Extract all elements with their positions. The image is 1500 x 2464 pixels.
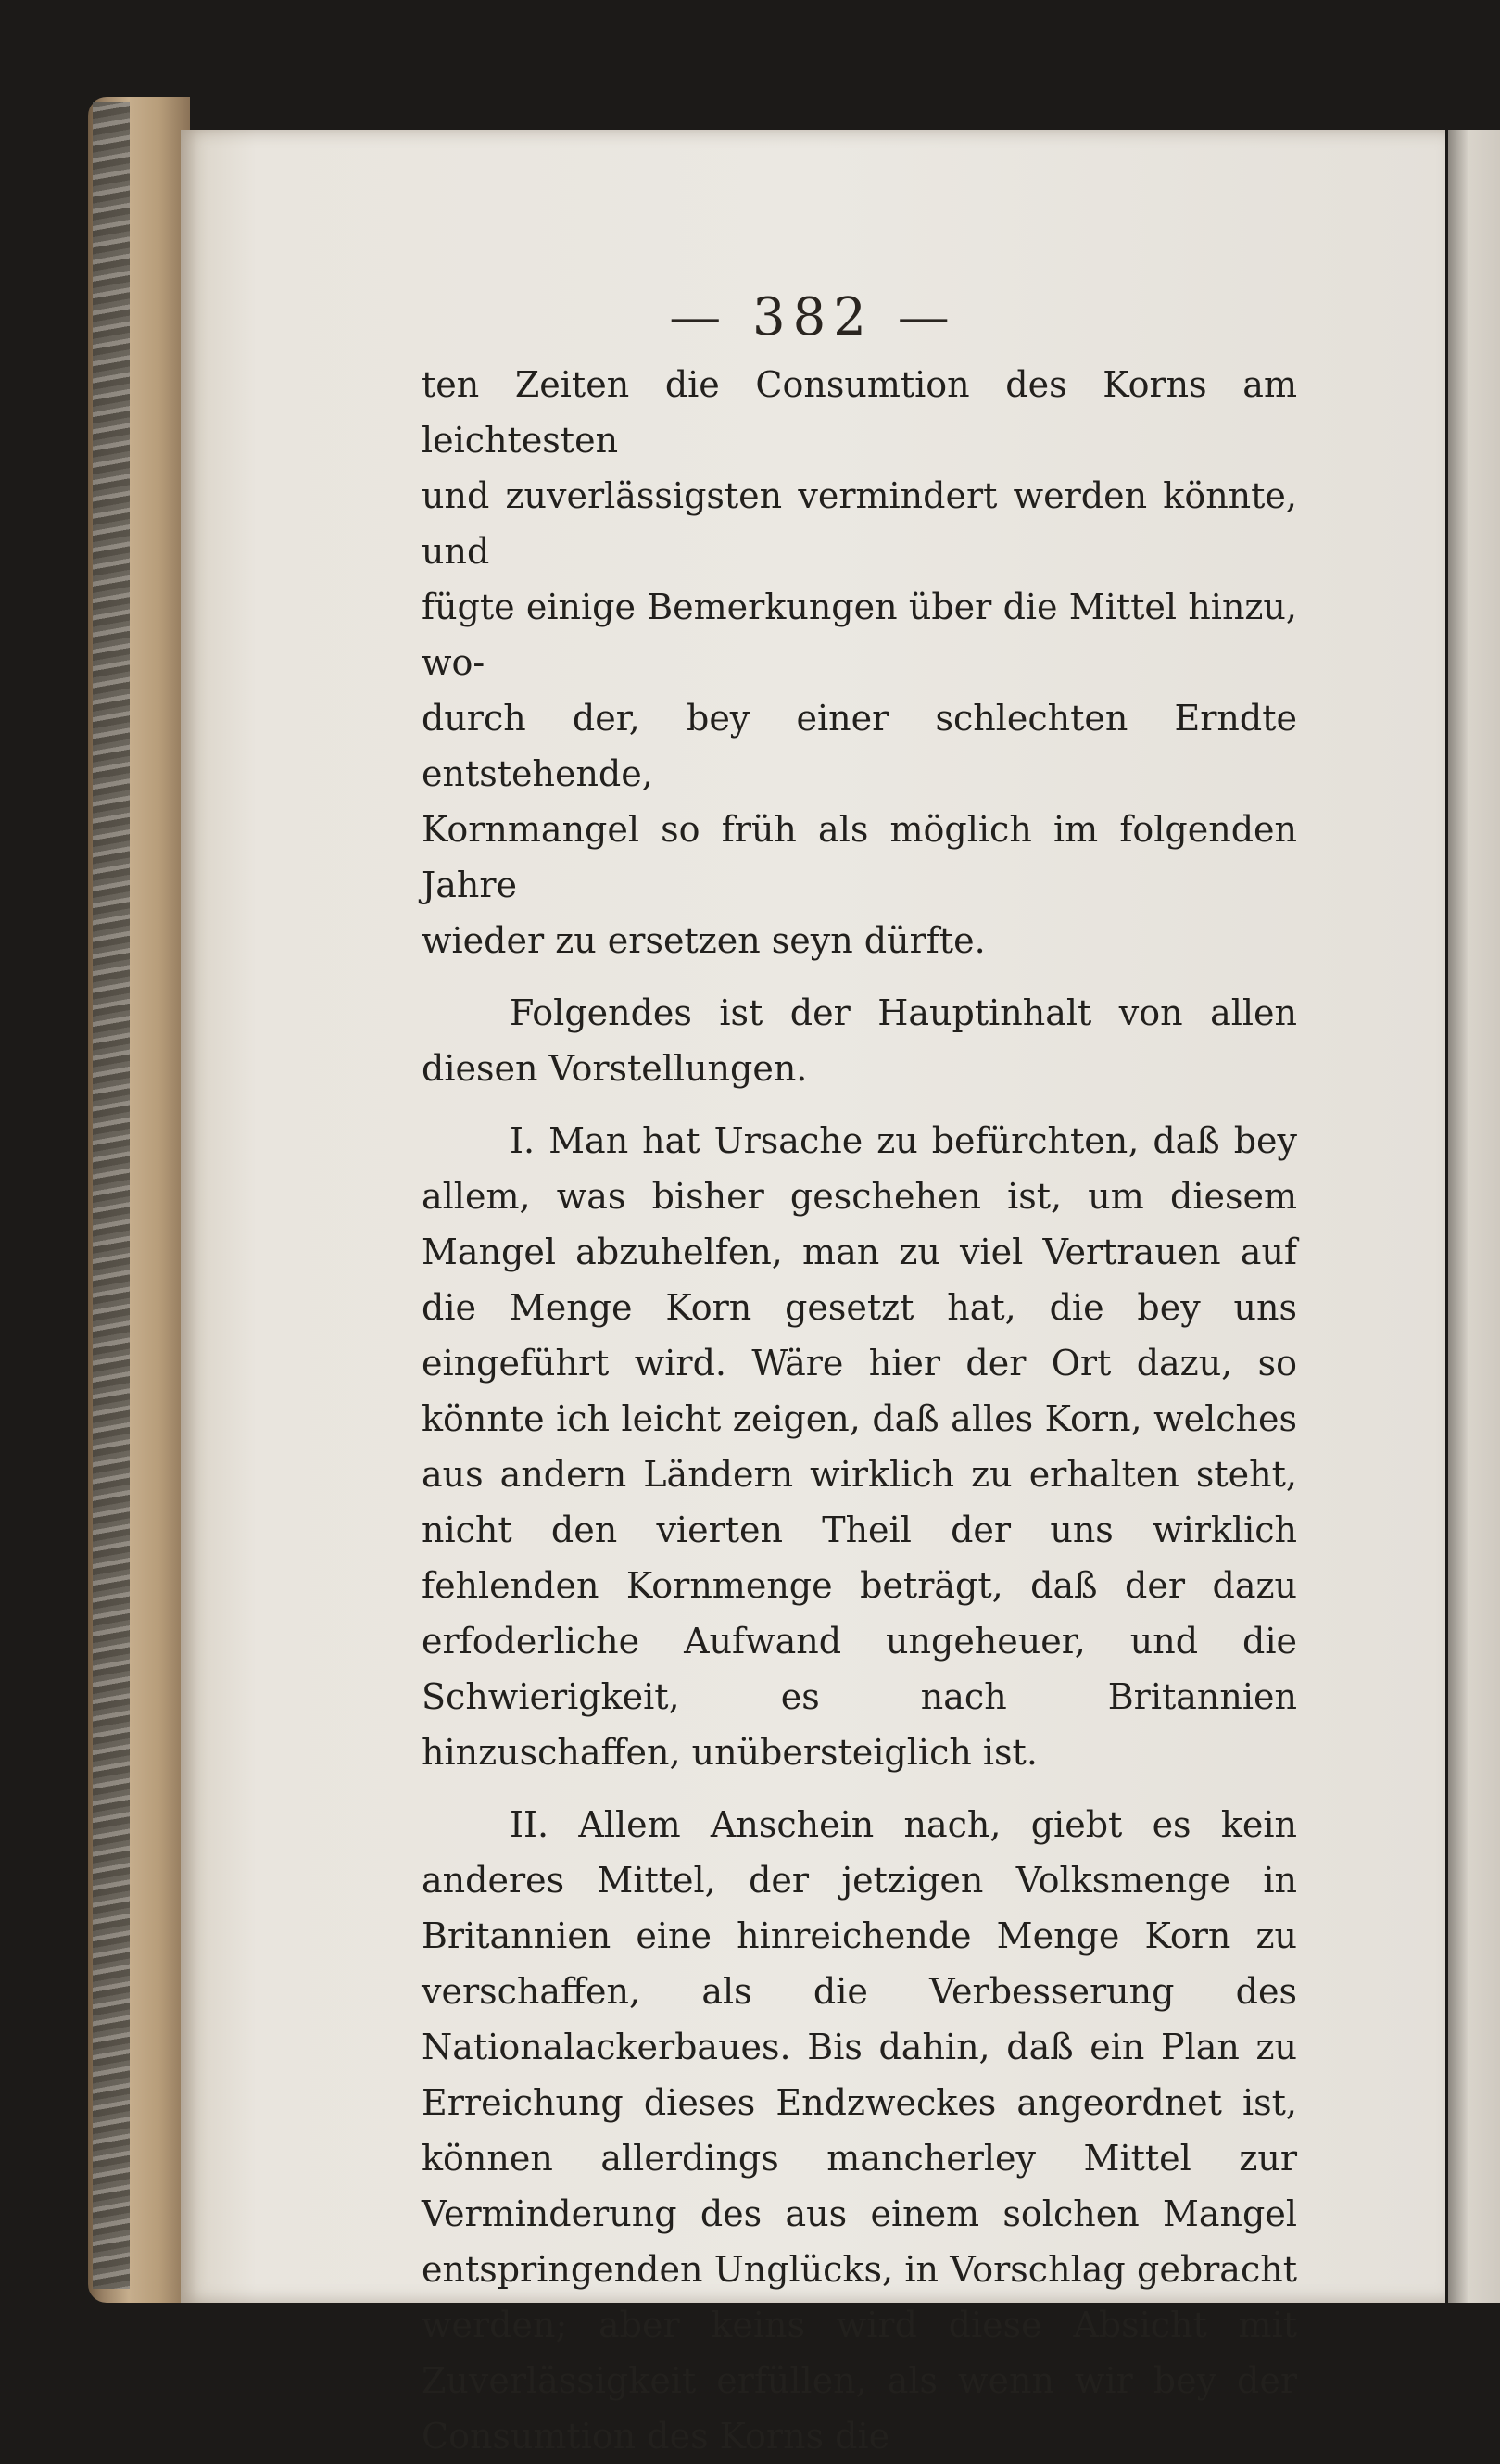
text-line: wieder zu ersetzen seyn dürfte.	[422, 920, 986, 961]
text-line: ten Zeiten die Consumtion des Korns am leichtesten	[422, 364, 1297, 461]
next-page-edge	[1448, 130, 1500, 2303]
item-text: Man hat Ursache zu befürchten, daß bey allem, was bisher geschehen ist, um diesem Mangel abzuhelfen, man zu viel Vertrauen auf die Menge Korn gesetzt hat, die bey uns eingeführt wird. Wäre hier der Ort dazu, so könnte ich leicht zeigen, daß alles Korn, welches aus andern Ländern wirklich zu erhalten steht, nicht den vierten Theil der uns wirklich fehlenden Kornmenge beträgt, daß der dazu erfoderliche Aufwand ungeheuer, und die Schwierigkeit, es nach Britannien hinzuschaffen, unübersteiglich ist.	[422, 1120, 1297, 1773]
text-line: und zuverlässigsten vermindert werden könnte, und	[422, 475, 1297, 572]
text-line: durch der, bey einer schlechten Erndte entstehende,	[422, 698, 1297, 794]
item-number: II.	[510, 1804, 549, 1845]
numbered-paragraph	[422, 1797, 1297, 2464]
item-number: I.	[510, 1120, 536, 1161]
numbered-paragraph	[422, 1113, 1297, 1780]
page-body	[422, 357, 1297, 2464]
text-line: Kornmangel so früh als möglich im folgenden Jahre	[422, 809, 1297, 905]
marbled-cover	[93, 102, 130, 2289]
item-text: Allem Anschein nach, giebt es kein anderes Mittel, der jetzigen Volksmenge in Britannien eine hinreichende Menge Korn zu verschaffen, als die Verbesserung des Nationalackerbaues. Bis dahin, daß ein Plan zu Erreichung dieses Endzweckes angeordnet ist, können allerdings mancherley Mittel zur Verminderung des aus einem solchen Mangel entspringenden Unglücks, in Vorschlag gebracht werden; aber keins wird diese Absicht mit Zuverlässigkeit erfüllen, als wenn wir bey der Consumtion des Korns die	[422, 1804, 1297, 2457]
text-line: fügte einige Bemerkungen über die Mittel hinzu, wo-	[422, 587, 1297, 683]
page-number-header: — 382 —	[669, 287, 957, 347]
paragraph: Folgendes ist der Hauptinhalt von allen diesen Vorstellungen.	[422, 992, 1297, 1089]
